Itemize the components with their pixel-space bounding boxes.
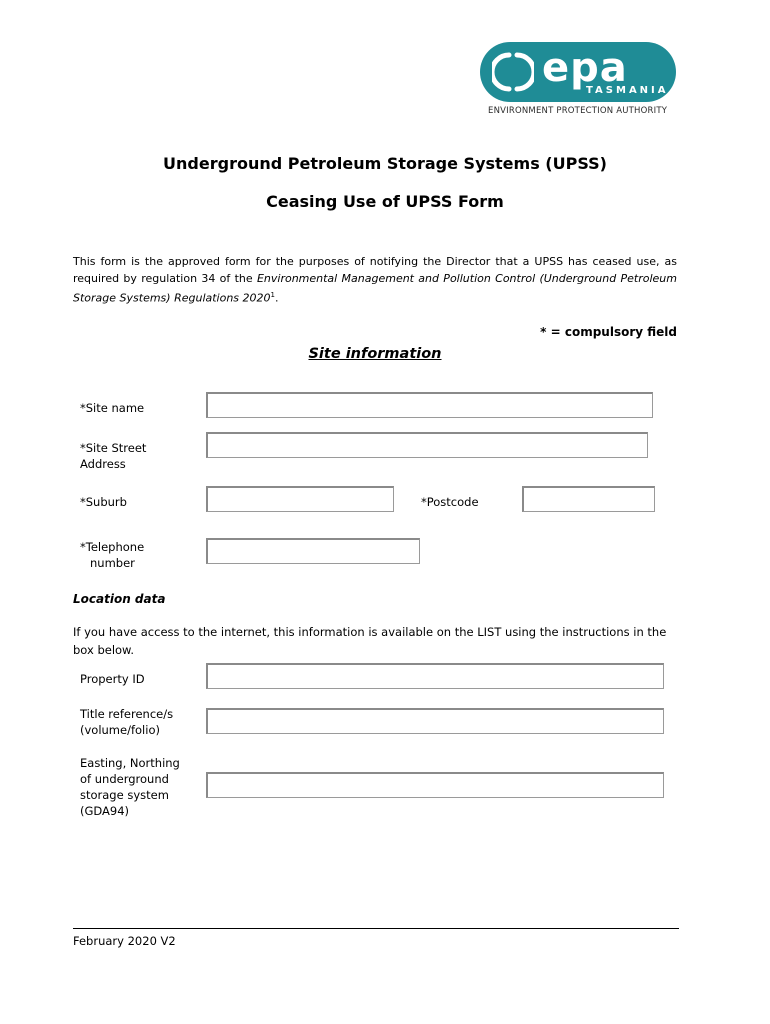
epa-emblem-icon [492,51,534,93]
footer-version: February 2020 V2 [73,934,176,948]
telephone-field[interactable] [206,538,420,564]
easting-northing-field[interactable] [206,772,664,798]
form-title: Underground Petroleum Storage Systems (UPSS) [163,154,607,173]
form-subtitle: Ceasing Use of UPSS Form [266,192,504,211]
suburb-label: *Suburb [80,495,127,509]
telephone-label [80,539,144,571]
intro-text: This form is the approved form for the purposes of notifying the Director that a UPSS has ceased use, as required by regulation 34 of the [73,255,677,285]
location-heading: Location data [73,592,166,606]
site-name-field[interactable] [206,392,653,418]
logo-authority: ENVIRONMENT PROTECTION AUTHORITY [488,106,668,116]
easting-line2: of underground [80,772,169,786]
logo-badge [480,42,676,102]
postcode-field[interactable] [522,486,655,512]
section-title: Site information [308,346,442,362]
title-reference-field[interactable] [206,708,664,734]
logo-region: TASMANIA [586,85,669,96]
title-ref-line2: (volume/folio) [80,723,160,737]
compulsory-note: * = compulsory field [540,325,677,339]
logo-wordmark: epa [542,45,628,91]
telephone-label-line1: *Telephone [80,540,145,554]
easting-line1: Easting, Northing [80,756,180,770]
regulation-name: Environmental Management and Pollution Control (Underground Petroleum Storage Systems) Regulations 2020 [73,272,677,305]
suburb-field[interactable] [206,486,394,512]
intro-end: . [275,291,279,305]
footnote-marker: 1 [270,291,275,299]
footer-divider [73,928,679,929]
postcode-label: *Postcode [421,495,479,509]
telephone-label-line2: number [90,556,135,570]
title-ref-line1: Title reference/s [80,707,174,721]
property-id-label: Property ID [80,672,145,686]
easting-northing-label [80,755,180,819]
street-address-field[interactable] [206,432,648,458]
location-instructions: If you have access to the internet, this information is available on the LIST using the instructions in the box below. [73,625,667,657]
street-label-line2: Address [80,457,126,471]
intro-paragraph [73,253,677,307]
easting-line4: (GDA94) [80,804,130,818]
easting-line3: storage system [80,788,169,802]
street-label-line1: *Site Street [80,441,147,455]
title-reference-label [80,706,173,738]
property-id-field[interactable] [206,663,664,689]
street-address-label [80,440,146,472]
site-name-label: *Site name [80,401,145,415]
epa-logo [480,42,678,120]
